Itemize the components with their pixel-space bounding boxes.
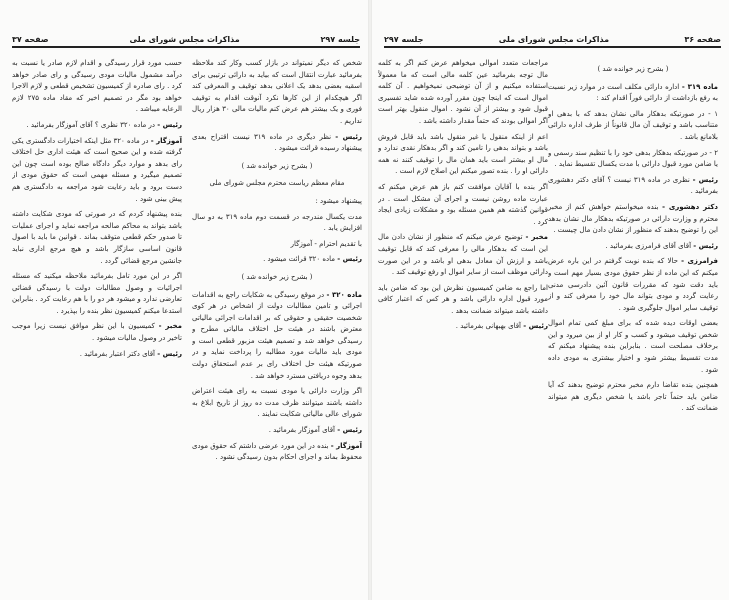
paragraph	[192, 441, 362, 464]
paragraph-text: نظری در ماده ۳۱۹ نیست ؟ آقای دکتر دهشوری بفرمائید .	[548, 175, 718, 196]
paragraph	[378, 283, 548, 318]
speaker-label: رئیس -	[337, 255, 362, 264]
text-column	[192, 58, 362, 588]
paragraph-text: شخص که دیگر نمیتواند در بازار کسب وکار کند ملاحظه بفرمائید عبارت انتقال است که بیاید به دارائی ترتیبی برای اسقیه بعضی بدهد یک اعلانی بدهد توقیف و المعرفی کند اگر هیچکدام از این کارها نکرد آنوقت اقدام به توقیف فوری و یک بیشتر هم عرض کنم مالیات مالی ۳۰ هزار ریال نداریم .	[192, 59, 362, 125]
text-column	[548, 58, 718, 588]
speaker-label: رئیس -	[692, 175, 718, 184]
paragraph	[378, 182, 548, 228]
speaker-label: رئیس -	[693, 241, 718, 250]
session-number: جلسه ۲۹۷	[320, 35, 360, 44]
paragraph-text: ۱ - در صورتیکه بدهکار مالی نشان بدهد که با بدهی او متناسب باشد و توقیف آن مال قانوناً از طرف اداره دارائی بلامانع باشد .	[548, 109, 718, 141]
speaker-label: رئیس -	[157, 120, 182, 129]
speaker-label: رئیس -	[337, 426, 362, 435]
paragraph	[378, 321, 548, 333]
paragraph	[192, 132, 362, 155]
paragraph-text: آقای دکتر اعتبار بفرمائید .	[79, 349, 158, 358]
paragraph-text: کمیسیون با این نظر موافق نیست زیرا موجب تاخیر در وصول مالیات میشود .	[12, 322, 182, 343]
paragraph-text: آقای بهبهانی بفرمائید .	[455, 322, 524, 331]
paragraph-text: توضیح عرض میکنم که منظور از نشان دادن مال این است که بدهکار مالی را معرفی کند که قابل توقیف باشد و ارزش آن معادل بدهی او باشد و در این صورت دارائی موظف است از سایر اموال او رفع توقیف کند .	[378, 233, 548, 277]
page-number: صفحه ۳۶	[684, 35, 721, 44]
paragraph	[548, 175, 718, 198]
paragraph-text: ۲ - در صورتیکه بدهکار بدهی خود را با تنظیم سند رسمی و یا ضامن مورد قبول دارائی با مدت یکسال تقسیط نماید .	[548, 148, 718, 169]
page-header	[384, 30, 721, 48]
paragraph	[548, 202, 718, 237]
paragraph	[548, 148, 718, 171]
paragraph-text: در موقع رسیدگی به شکایات راجع به اقدامات اجرائی و تامین مطالبات دولت از اشخاص در هر کوی شخصیت حقیقی و حقوقی که بر اقدامات اجرائی مالیاتی معترض باشند در هیئت حل اختلاف مالیاتی مطرح و رسیدگی خواهد شد و تصمیم هیئت مزبور قطعی است و مودی باید مالیات مورد مطالبه را پرداخت نماید و در صورتیکه هیئت حل اختلاف رای بر عدم استحقاق دولت بدهد وجوه دریافتی مسترد خواهد شد .	[192, 290, 362, 380]
paragraph	[548, 256, 718, 314]
paragraph	[192, 290, 362, 383]
paragraph-text: بنده میخواستم خواهش کنم از مخبر محترم و وزارت دارائی در صورتیکه بدهکار مال نشان بدهد این را توضیح بدهند که منظور از نشان دادن مال چیست .	[548, 202, 718, 235]
paragraph	[12, 321, 182, 344]
paragraph-text: اما راجع به ضامن کمیسیون نظرش این بود که ضامن باید مورد قبول اداره دارائی باشد و هر کس که اعتبار کافی داشته باشد میتواند ضمانت بدهد .	[378, 283, 548, 315]
speaker-label: فرامرزی -	[681, 257, 718, 266]
paragraph-text: پیشنهاد میشود :	[315, 196, 362, 205]
paragraph-text: اگر وزارت دارائی یا مودی نسبت به رای هیئت اعتراض داشته باشند میتوانند ظرف مدت ده روز از تاریخ ابلاغ به شورای عالی مالیاتی شکایت نمایند .	[192, 387, 362, 419]
paragraph-text: اگر بنده با آقایان موافقت کنم باز هم عرض میکنم که عبارت ماده روشن نیست و اجرای آن مشکل است . در قوانین گذشته هم همین مسئله بود و مشکلات زیادی ایجاد کرد .	[378, 182, 548, 226]
speaker-label: آموزگار -	[330, 441, 362, 450]
paragraph-text: بنده پیشنهاد کردم که در صورتی که مودی شکایت داشته باشد بتواند به محاکم صالحه مراجعه نماید و اجرای عملیات تا صدور حکم قطعی متوقف بماند . قوانین ما باید با اصول قانون اساسی سازگار باشد و هیچ مرجع اداری نباید جانشین مرجع قضائی گردد .	[12, 210, 182, 265]
speaker-label: رئیس -	[335, 132, 362, 141]
paragraph-text: آقای آموزگار بفرمائید .	[268, 426, 338, 435]
paragraph	[192, 425, 362, 437]
text-column	[378, 58, 548, 588]
paragraph-text: مراجعات متعدد اموالی میخواهم عرض کنم اگر به کلمه مال توجه بفرمائید عین کلمه مالی است که ما معمولاً استفاده میکنیم و از آن توضیحی نمیخواهیم . آن کلمه اموال است که اینجا چون مقرر آورده شده شاید تفسیری قبول شود و بیشتر از آن نشود . اموال منقول بهتر است اگر اموالی بودند که حتماً مقدار داشته باشد .	[378, 59, 548, 125]
paragraph	[192, 254, 362, 266]
paragraph	[12, 120, 182, 132]
header-title: مذاکرات مجلس شورای ملی	[498, 35, 610, 44]
paragraph-text: ماده ۳۲۰ قرائت میشود .	[263, 255, 338, 264]
session-number: جلسه ۲۹۷	[384, 35, 424, 44]
paragraph	[378, 232, 548, 278]
paragraph	[548, 241, 718, 253]
paragraph	[378, 132, 548, 178]
paragraph	[548, 109, 718, 144]
paragraph	[12, 209, 182, 267]
speaker-label: مخبر -	[158, 322, 182, 331]
paragraph	[548, 380, 718, 415]
paragraph	[12, 136, 182, 206]
paragraph	[12, 271, 182, 317]
paragraph-text: حسب مورد قرار رسیدگی و اقدام لازم صادر یا نسبت به درآمد مشمول مالیات مودی رسیدگی و رای صادر خواهد کرد . رای صادره از کمیسیون تشخیص قطعی و لازم الاجرا خواهد بود مگر در تصمیم اخیر که مقاد ماده ۲۷۵ لازم الرعایه میباشد .	[12, 59, 182, 114]
header-title: مذاکرات مجلس شورای ملی	[129, 35, 240, 44]
text-column	[12, 58, 182, 588]
paragraph-text: در ماده ۳۲۰ مثل اینکه اختیارات دادگستری یکی گرفته شده و این صحیح است که هیئت اداری حل اختلاف رای بدهد و موارد دیگر دادگاه صالح بوده است چون این تصمیم میگیرد و مسئله مهمی است که حقوق مودی از دست برود و باید رعایت شود مراجعه به دادگستری هم پیش بینی شود .	[12, 136, 182, 203]
paragraph	[548, 82, 718, 105]
paragraph-text: آقای آقای فرامرزی بفرمائید .	[605, 241, 694, 250]
paragraph-text: در ماده ۳۲۰ نظری ؟ آقای آموزگار بفرمائید .	[26, 120, 158, 129]
paragraph-text: همچنین بنده تقاضا دارم مخبر محترم توضیح بدهند که آیا ضامن باید حتماً تاجر باشد یا شخص دیگری هم میتواند ضمانت کند .	[548, 381, 718, 413]
speaker-label: آموزگار -	[150, 136, 182, 145]
paragraph	[192, 386, 362, 421]
paragraph-text: حالا که بنده نوبت گرفتم در این باره عرض میکنم که این ماده از نظر حقوق مودی بسیار مهم است و باید دقت شود که مقررات قانون آئین دادرسی مدنی رعایت گردد و مودی بتواند مال خود را معرفی کند و از توقیف سایر اموال جلوگیری شود .	[548, 257, 718, 312]
speaker-label: رئیس -	[157, 349, 182, 358]
right-page	[372, 0, 729, 600]
centered-note: ( بشرح زیر خوانده شد )	[241, 161, 313, 170]
page-number: صفحه ۳۷	[12, 35, 49, 44]
paragraph	[12, 349, 182, 361]
speaker-label: دکتر دهشوری -	[662, 202, 718, 211]
paragraph	[192, 196, 362, 208]
paragraph-text: بنده در این مورد عرضی داشتم که حقوق مودی محفوظ بماند و اجرای احکام بدون رسیدگی نشود .	[192, 441, 362, 462]
paragraph	[12, 58, 182, 116]
centered-note: ( بشرح زیر خوانده شد )	[597, 65, 669, 73]
paragraph-text: نظر دیگری در ماده ۳۱۹ نیست اقتراح بعدی پیشنهاد رسیده قرائت میشود .	[192, 132, 362, 153]
speaker-label: مخبر -	[525, 233, 548, 242]
paragraph	[192, 212, 362, 235]
paragraph-text: اداره دارائی مکلف است در موارد زیر نسبت به رفع بازداشت از دارائی فوراً اقدام کند :	[548, 82, 718, 103]
paragraph-text: اگر در این مورد تامل بفرمائید ملاحظه میکنید که مسئله اجرائیات و وصول مطالبات دولت با رسیدگی قضائی تعارضی ندارد و میشود هر دو را با هم رعایت کرد . بنابراین استدعا میکنم کمیسیون نظر بنده را بپذیرد .	[12, 272, 182, 315]
speaker-label: رئیس -	[523, 322, 548, 331]
centered-note: ( بشرح زیر خوانده شد )	[241, 272, 313, 281]
paragraph	[192, 58, 362, 128]
paragraph-text: بعضی اوقات دیده شده که برای مبلغ کمی تمام اموال شخص توقیف میشود و کسب و کار او از بین میرود و این برخلاف مصلحت است . بنابراین بنده پیشنهاد میکنم که مدت تقسیط بیشتر شود و اختیار بیشتری به مودی داده شود .	[548, 319, 718, 374]
paragraph-text: با تقدیم احترام - آموزگار	[290, 239, 362, 248]
paragraph-text: اعم از اینکه منقول یا غیر منقول باشد باید قابل فروش باشد و بتواند بدهی را تامین کند و اگر بدهکار نقدی ندارد و مال او بیشتر است باید همان مال را توقیف کنند نه همه دارائی او را . بنده تصور میکنم این اصلاح لازم است .	[378, 132, 548, 176]
paragraph	[378, 58, 548, 128]
paragraph	[192, 239, 362, 251]
centered-note: مقام معظم ریاست محترم مجلس شورای ملی	[209, 179, 345, 188]
page-header	[12, 30, 360, 48]
speaker-label: ماده ۳۱۹ -	[681, 82, 718, 91]
paragraph-text: مدت یکسال مندرجه در قسمت دوم ماده ۳۱۹ به دو سال افزایش یابد .	[192, 212, 362, 233]
paragraph	[548, 318, 718, 376]
speaker-label: ماده ۳۲۰ -	[326, 290, 362, 299]
